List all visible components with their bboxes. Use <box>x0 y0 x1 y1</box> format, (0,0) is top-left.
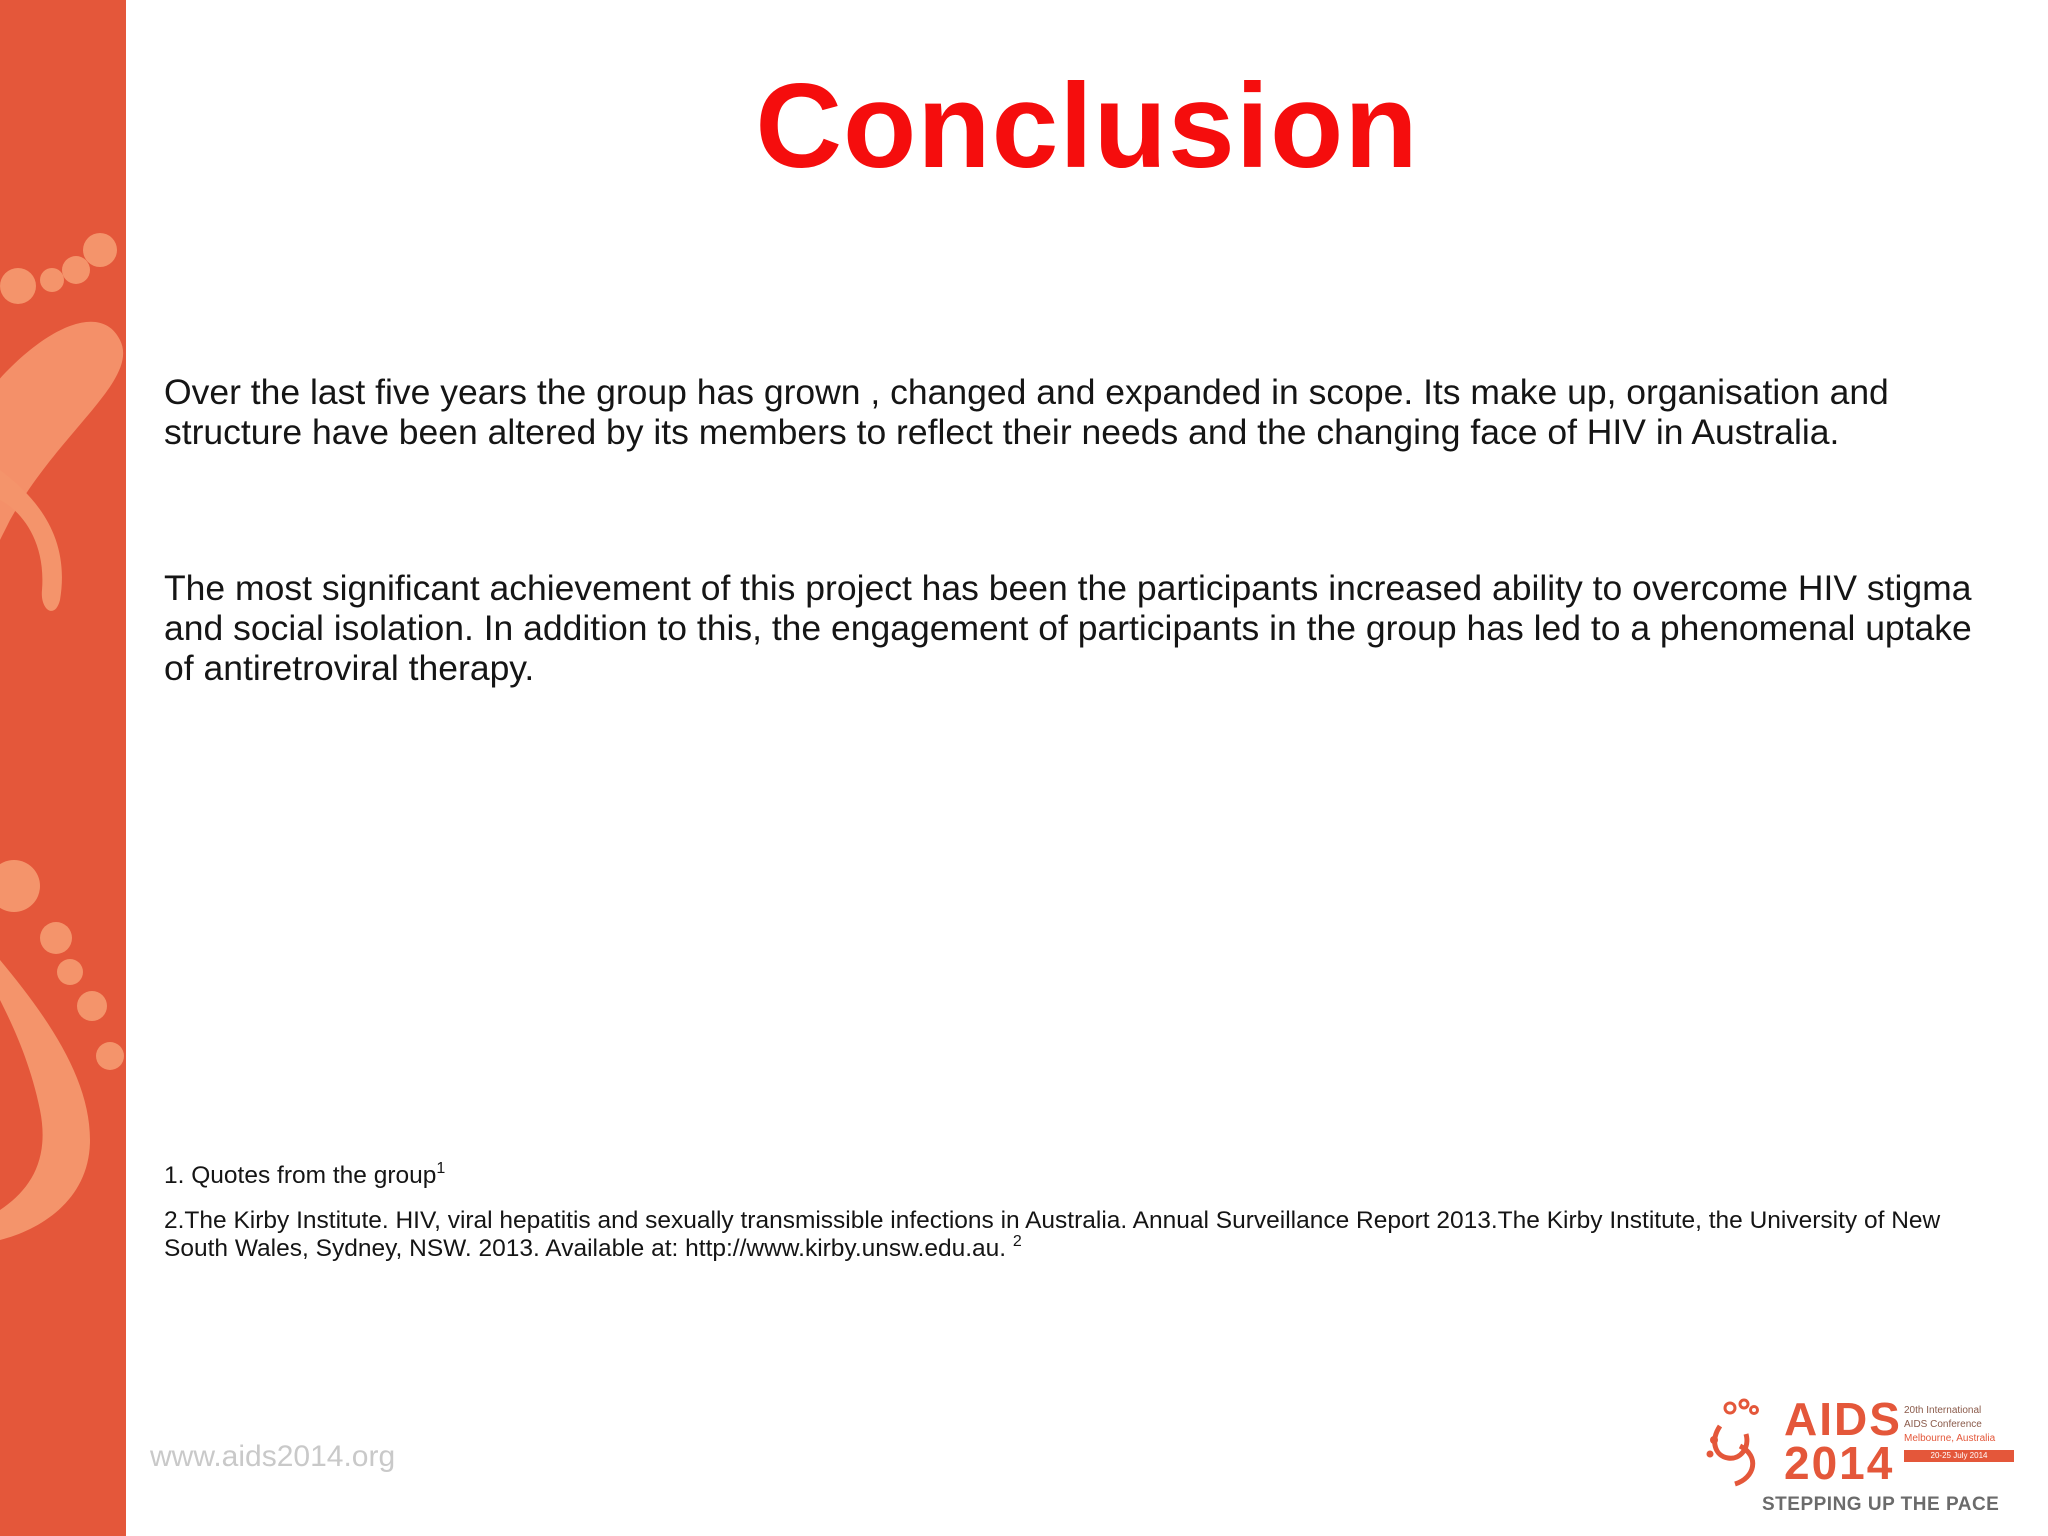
logo-info-date-bar: 20-25 July 2014 <box>1904 1450 2014 1462</box>
reference-2-text: 2.The Kirby Institute. HIV, viral hepatitis and sexually transmissible infections in Australia. Annual Surveillance Report 2013.The Kirby Institute, the University of New South Wales, Sydney, NSW. 2013. Available at: http://www.kirby.unsw.edu.au. <box>164 1207 1941 1262</box>
footprint-logo-icon <box>1700 1396 1780 1496</box>
logo-info-line-2: AIDS Conference <box>1904 1419 1982 1430</box>
reference-2 <box>164 1207 1994 1263</box>
logo-info-line-3: Melbourne, Australia <box>1904 1433 1996 1444</box>
logo-year-text: 2014 <box>1784 1437 1895 1489</box>
reference-2-superscript: 2 <box>1012 1233 1022 1250</box>
reference-1-text: 1. Quotes from the group <box>164 1162 437 1189</box>
reference-1 <box>164 1162 1994 1190</box>
slide-title: Conclusion <box>755 59 1419 193</box>
logo-aids-text: AIDS <box>1784 1393 1902 1445</box>
aids-2014-logo <box>1700 1393 2020 1520</box>
logo-info-line-1: 20th International <box>1904 1405 1982 1416</box>
paragraph-achievement: The most significant achievement of this project has been the participants increased ability to overcome HIV stigma and social isolation. In addition to this, the engagement of participants in the group has led to a phenomenal uptake of antiretroviral therapy. <box>164 568 1972 688</box>
reference-1-superscript: 1 <box>436 1160 446 1177</box>
paragraph-growth: Over the last five years the group has grown , changed and expanded in scope. Its make up, organisation and structure have been altered by its members to reflect their needs and the changing face of HIV in Australia. <box>164 372 1889 452</box>
side-band <box>0 0 126 1536</box>
logo-tagline: STEPPING UP THE PACE <box>1762 1494 2000 1515</box>
website-url[interactable]: www.aids2014.org <box>150 1440 396 1473</box>
footprint-pattern-icon <box>0 0 126 1536</box>
logo-info <box>1904 1404 2014 1462</box>
